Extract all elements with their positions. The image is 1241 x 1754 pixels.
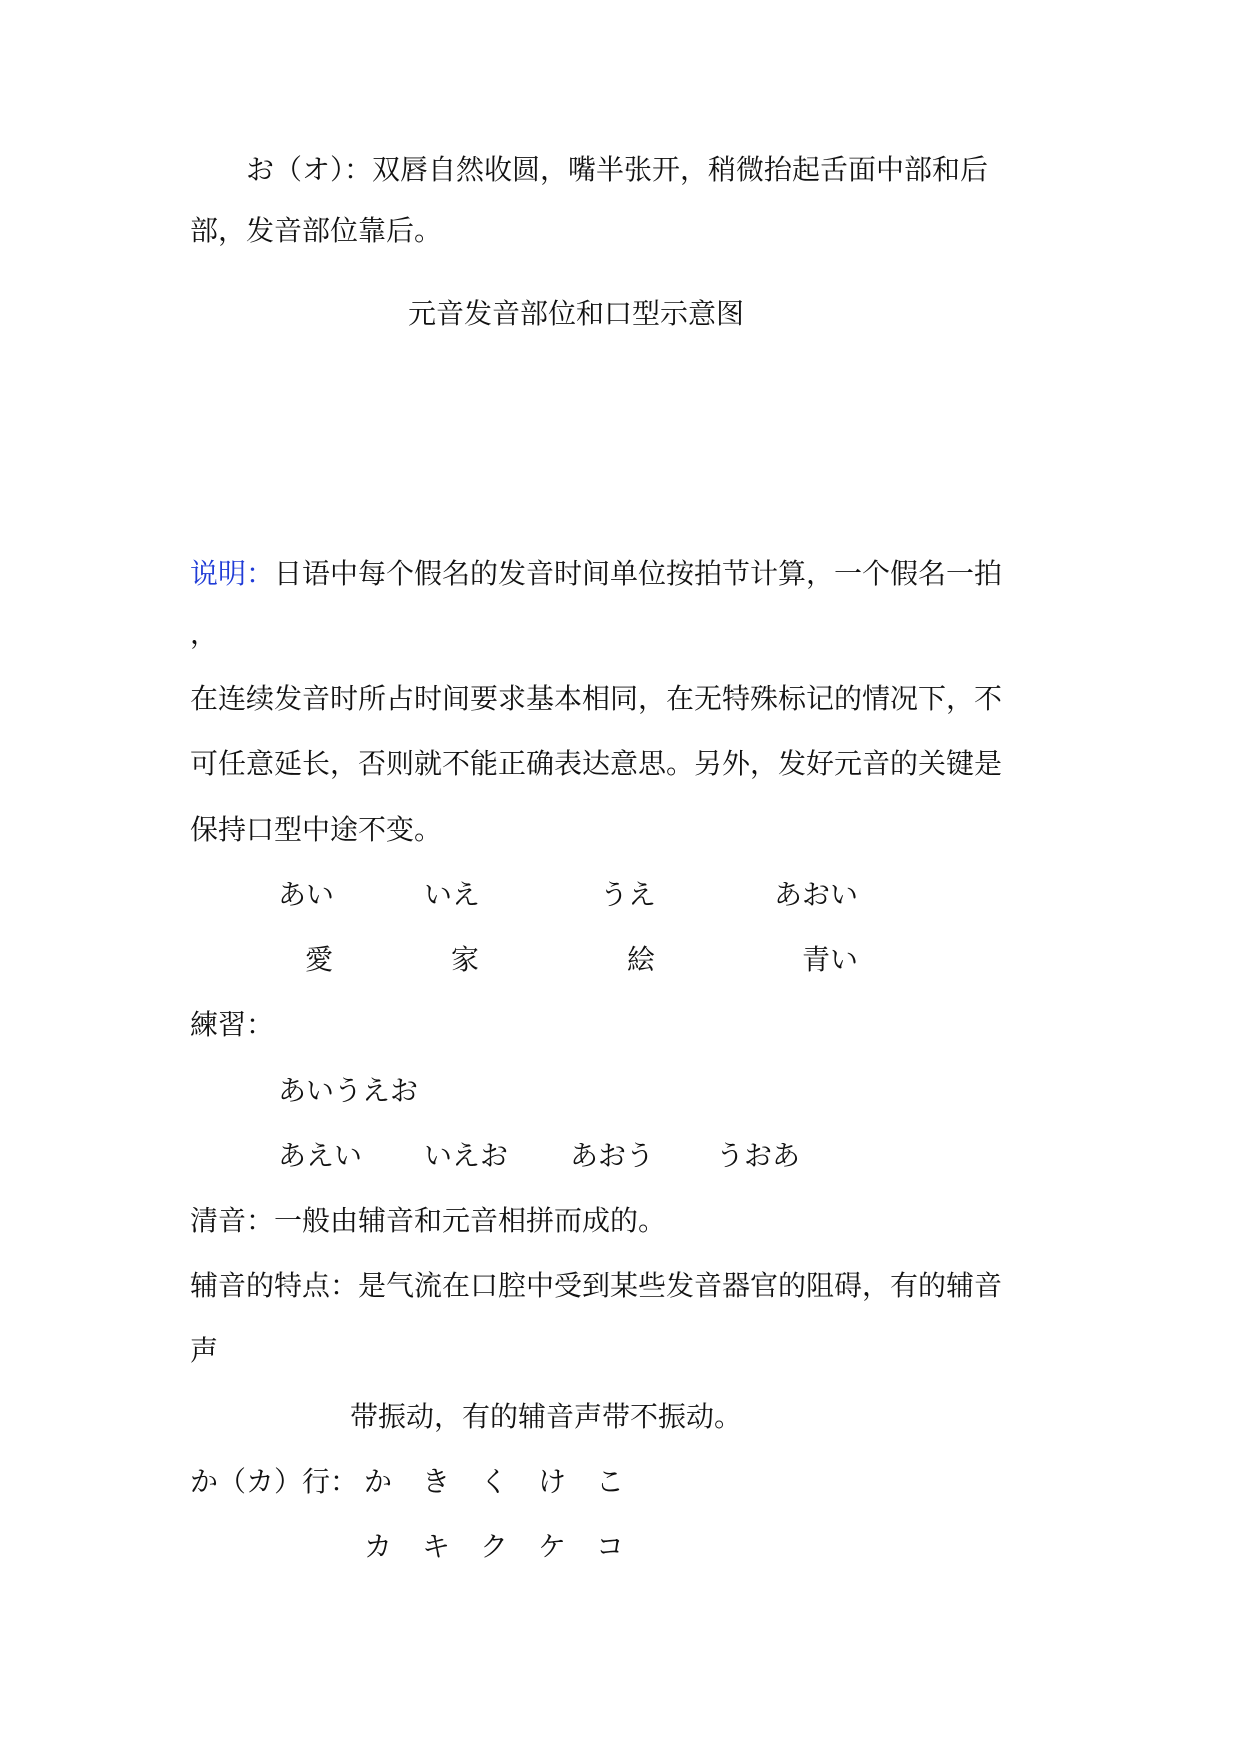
practice-item: あえい	[278, 1139, 363, 1172]
practice-item: あおう	[570, 1139, 655, 1172]
practice-item: いえお	[424, 1139, 509, 1172]
practice-item: うおあ	[716, 1139, 801, 1172]
ka-hiragana: け	[538, 1465, 567, 1498]
note-label: 说明：	[190, 557, 275, 590]
ka-row-label: か（カ）行：	[190, 1465, 359, 1498]
ka-hiragana: き	[422, 1465, 451, 1498]
consonant-line2: 声	[190, 1334, 219, 1367]
example-kana: うえ	[600, 878, 657, 911]
note-line2: 在连续发音时所占时间要求基本相同，在无特殊标记的情况下，不	[190, 682, 1003, 715]
example-kanji: 青い	[802, 943, 859, 976]
consonant-line1: 辅音的特点：是气流在口腔中受到某些发音器官的阻碍，有的辅音	[190, 1269, 1003, 1302]
ka-katakana: キ	[422, 1530, 451, 1563]
note-line1	[190, 554, 1002, 594]
ka-katakana: コ	[596, 1530, 625, 1563]
note-text-1: 日语中每个假名的发音时间单位按拍节计算，一个假名一拍	[274, 557, 1003, 590]
figure-caption: 元音发音部位和口型示意图	[408, 297, 745, 330]
example-kana: あい	[278, 878, 335, 911]
example-kanji: 絵	[627, 943, 656, 976]
ka-hiragana: こ	[596, 1465, 625, 1498]
ka-hiragana: く	[480, 1465, 509, 1498]
ka-katakana: ク	[480, 1530, 509, 1563]
note-comma: ，	[190, 617, 219, 650]
example-kanji: 愛	[305, 943, 334, 976]
consonant-line3: 带振动，有的辅音声带不振动。	[350, 1400, 743, 1433]
example-kanji: 家	[451, 943, 480, 976]
practice-title: 練習：	[190, 1008, 275, 1041]
example-kana: あおい	[774, 878, 859, 911]
ka-katakana: ケ	[538, 1530, 567, 1563]
ka-katakana: カ	[364, 1530, 393, 1563]
ka-hiragana: か	[364, 1465, 393, 1498]
paragraph-o-line1: お（オ）：双唇自然收圆，嘴半张开，稍微抬起舌面中部和后	[246, 153, 989, 186]
note-line3: 可任意延长，否则就不能正确表达意思。另外，发好元音的关键是	[190, 747, 1003, 780]
example-kana: いえ	[424, 878, 481, 911]
paragraph-o-line2: 部，发音部位靠后。	[190, 214, 443, 247]
note-line4: 保持口型中途不变。	[190, 813, 443, 846]
seion-line: 清音：一般由辅音和元音相拼而成的。	[190, 1204, 667, 1237]
practice-row1: あいうえお	[278, 1074, 419, 1107]
